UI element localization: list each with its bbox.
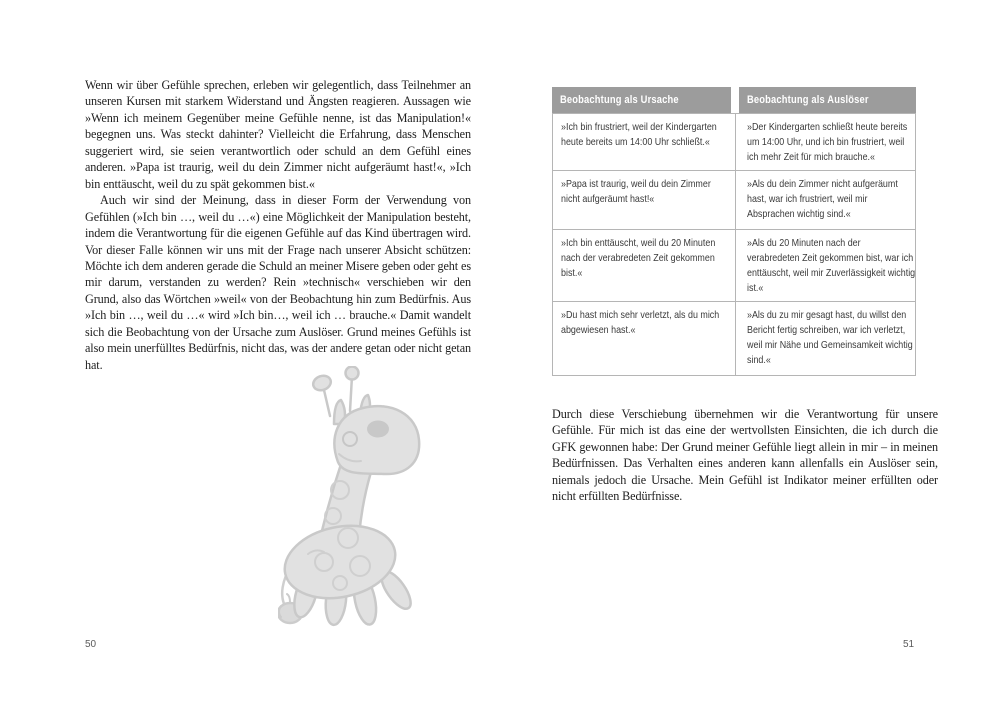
cell-cause: »Du hast mich sehr verletzt, als du mich abgewiesen hast.« [561, 309, 720, 336]
left-text-block [85, 77, 471, 373]
table-row [553, 170, 915, 229]
cell-trigger: »Der Kindergarten schließt heute bereits um 14:00 Uhr, und ich bin frustriert, weil ich mehr Zeit für mich brauche.« [747, 121, 908, 163]
cell-cause: »Ich bin enttäuscht, weil du 20 Minuten nach der verabredeten Zeit gekommen bist.« [561, 237, 716, 279]
cell-trigger: »Als du 20 Minuten nach der verabredeten Zeit gekommen bist, war ich enttäuscht, weil mir Zuverlässigkeit wichtig ist.« [747, 237, 915, 294]
cell-trigger: »Als du zu mir gesagt hast, du willst den Bericht fertig schreiben, war ich verletzt, weil mir Nähe und Gemeinsamkeit wichtig sind.« [747, 309, 913, 366]
table-body [552, 113, 916, 376]
table-row [553, 229, 915, 301]
cell-trigger: »Als du dein Zimmer nicht aufgeräumt hast, war ich frustriert, weil mir Absprachen wichtig sind.« [747, 178, 898, 220]
giraffe-illustration [278, 366, 458, 628]
cell-cause: »Ich bin frustriert, weil der Kindergarten heute bereits um 14:00 Uhr schließt.« [561, 121, 717, 148]
column-divider [731, 302, 739, 375]
column-divider [731, 230, 739, 301]
paragraph: Auch wir sind der Meinung, dass in dieser Form der Verwendung von Gefühlen (»Ich bin …, weil du …«) eine Möglichkeit der Manipulation besteht, indem die Verantwortung für die eigenen Gefühle auf das Kind übertragen wird. Vor dieser Falle können wir uns mit der Frage nach unserer Absicht schützen: Möchte ich dem anderen gerade die Schuld an meiner Misere geben oder geht es mir darum, verstanden zu werden? Rein »technisch« verschieben wir den Grund, also das Wörtchen »weil« von der Beobachtung hin zum Bedürfnis. Aus »Ich bin …, weil du …« wird »Ich bin…, weil ich … brauche.« Damit wandelt sich die Beobachtung von der Ursache zum Auslöser. Grund meines Gefühls ist also mein unerfülltes Bedürfnis, nicht das, was der andere getan oder nicht getan hat. [85, 193, 471, 372]
right-paragraph: Durch diese Verschiebung übernehmen wir die Verantwortung für unsere Gefühle. Für mich ist das eine der wertvollsten Einsichten, die ich durch die GFK gewonnen habe: Der Grund meiner Gefühle liegt allein in mir – in meinen Bedürfnissen. Das Verhalten eines anderen kann allenfalls ein Auslöser sein, niemals jedoch die Ursache. Mein Gefühl ist Indikator meiner erfüllten oder nicht erfüllten Bedürfnisse. [552, 407, 938, 504]
table-header-trigger: Beobachtung als Auslöser [739, 87, 916, 113]
cell-cause: »Papa ist traurig, weil du dein Zimmer nicht aufgeräumt hast!« [561, 178, 711, 205]
column-divider [731, 114, 739, 170]
observation-table [552, 87, 916, 376]
paragraph: Wenn wir über Gefühle sprechen, erleben wir gelegentlich, dass Teilnehmer an unseren Kursen mit starkem Widerstand und Ängsten reagieren. Aussagen wie »Wenn ich meinem Gegenüber meine Gefühle nenne, ist das Manipulation!« begegnen uns. Was steckt dahinter? Vielleicht die Erfahrung, dass Menschen suggeriert wird, sie seien verantwortlich oder schuld an dem Gefühl eines anderen. »Papa ist traurig, weil du dein Zimmer nicht aufgeräumt hast!«, »Ich bin enttäuscht, weil du zu spät gekommen bist.« [85, 78, 471, 191]
table-row [553, 114, 915, 170]
header-gap [731, 87, 739, 113]
column-divider [731, 171, 739, 229]
table-header-row [552, 87, 916, 113]
table-header-cause: Beobachtung als Ursache [552, 87, 731, 113]
page-number-left: 50 [85, 639, 97, 650]
page-number-right: 51 [903, 639, 915, 650]
table-row [553, 301, 915, 375]
right-content [552, 87, 938, 505]
